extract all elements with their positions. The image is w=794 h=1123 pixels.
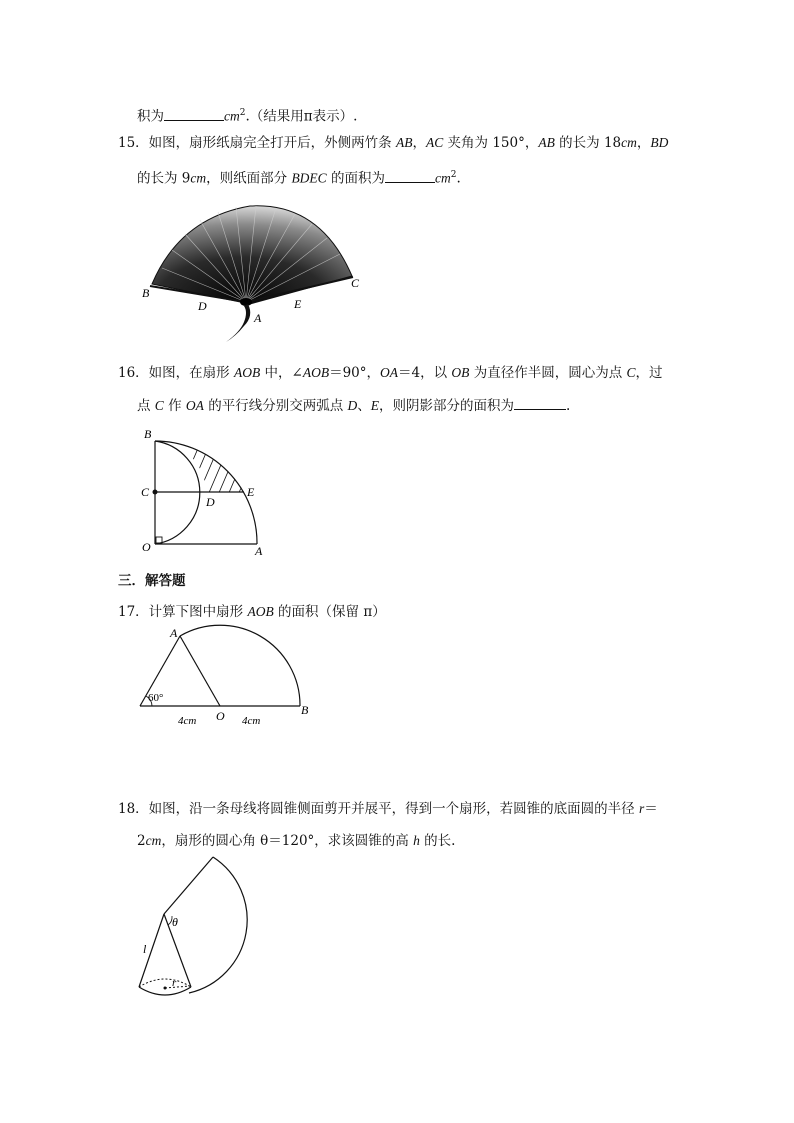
label-E: E xyxy=(247,485,255,499)
fan-tassel xyxy=(226,304,250,342)
angle-label: 60° xyxy=(148,692,164,704)
answer-blank xyxy=(385,169,435,183)
q18-line1: 18．如图，沿一条母线将圆锥侧面剪开并展平，得到一个扇形，若圆锥的底面圆的半径 r＝ xyxy=(118,801,658,817)
label-B: B xyxy=(301,703,309,717)
cone-radius xyxy=(165,986,190,988)
label-C: C xyxy=(351,276,360,290)
q14-tail: 积为 $cm^2$.（结果用π表示）. xyxy=(137,108,358,125)
arc-AB xyxy=(180,625,300,706)
label-B: B xyxy=(142,286,150,300)
base-center xyxy=(164,987,167,990)
label-B: B xyxy=(144,427,152,441)
label-A: A xyxy=(254,311,262,325)
answer-blank xyxy=(514,396,566,410)
label-r: r xyxy=(172,977,177,989)
point-C xyxy=(153,490,158,495)
fan-figure xyxy=(140,198,380,348)
q16-line2: 点 C 作 OA 的平行线分别交两弧点 D、E，则阴影部分的面积为 . xyxy=(137,398,571,414)
q15-line2: 的长为 9cm，则纸面部分 BDEC 的面积为 $cm^2$. xyxy=(137,170,461,187)
label-E: E xyxy=(294,297,302,311)
label-O: O xyxy=(142,540,151,554)
label-D: D xyxy=(206,495,215,509)
q18-line2: 2cm，扇形的圆心角 θ＝120°，求该圆锥的高 h 的长. xyxy=(137,833,456,849)
section-heading: 三．解答题 xyxy=(118,573,186,589)
label-l: l xyxy=(143,942,147,956)
sector-arc xyxy=(189,857,247,993)
fan-paper xyxy=(152,206,352,304)
fan-pivot xyxy=(240,298,252,306)
label-len1: 4cm xyxy=(178,715,197,727)
answer-blank xyxy=(164,107,224,121)
sector-aob-figure xyxy=(136,625,336,735)
label-theta: θ xyxy=(172,915,178,929)
label-A: A xyxy=(170,626,178,640)
segment-AO xyxy=(180,636,220,706)
label-A: A xyxy=(255,544,263,558)
label-C: C xyxy=(141,485,150,499)
q16-line1: 16．如图，在扇形 AOB 中，∠AOB＝90°，OA＝4，以 OB 为直径作半圆，圆心为点 C，过 xyxy=(118,365,663,381)
cone-base-back xyxy=(139,979,191,987)
label-len2: 4cm xyxy=(242,715,261,727)
right-angle-mark xyxy=(156,537,162,543)
label-D: D xyxy=(198,299,207,313)
sector-figure xyxy=(138,425,278,560)
sector-radius-top xyxy=(164,857,213,914)
cone-figure xyxy=(134,855,264,1005)
q15-line1: 15．如图，扇形纸扇完全打开后，外侧两竹条 AB，AC 夹角为 150°，AB 的长为 18cm，BD xyxy=(118,135,669,151)
q17-line1: 17．计算下图中扇形 AOB 的面积（保留 π） xyxy=(118,604,386,620)
label-O: O xyxy=(216,709,225,723)
